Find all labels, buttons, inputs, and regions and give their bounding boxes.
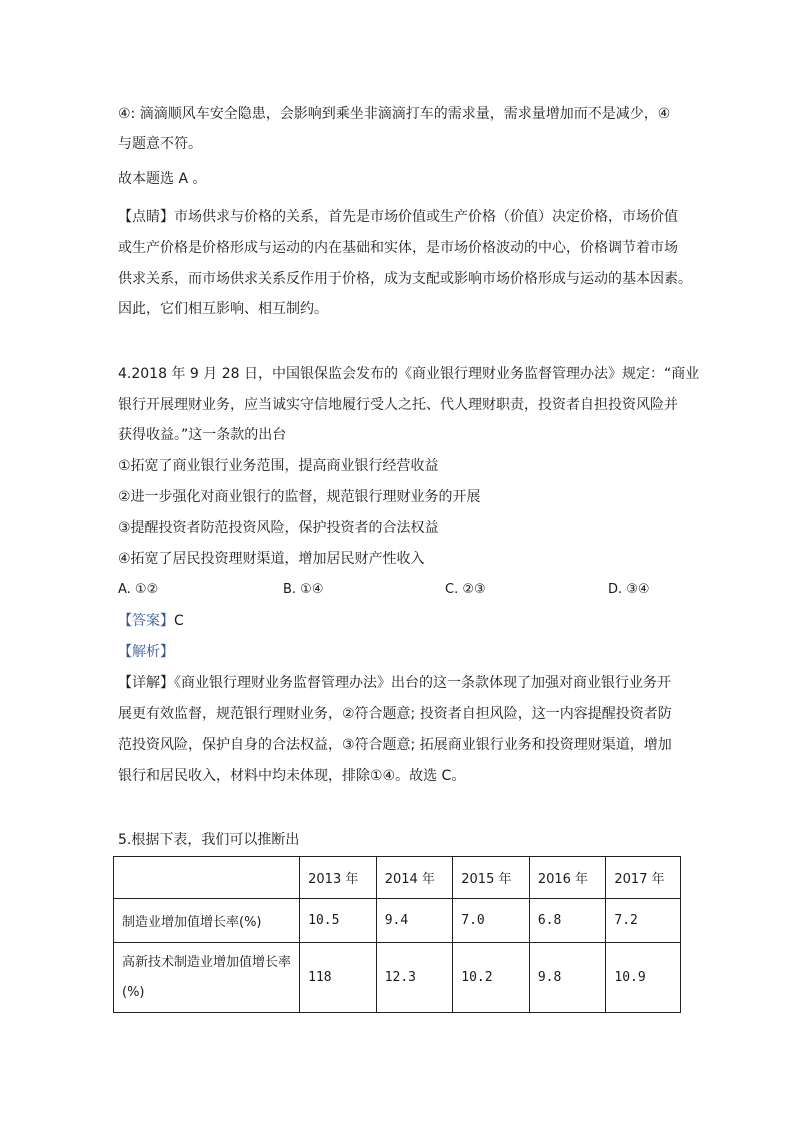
q4-detail-line3: 范投资风险，保护自身的合法权益，③符合题意; 拓展商业银行业务和投资理财渠道，增加	[118, 737, 672, 753]
header-cell-2016: 2016 年	[529, 857, 606, 899]
tip-label: 【点睛】	[118, 209, 174, 225]
table-cell: 10.5	[300, 899, 377, 943]
analysis-item-4-line2: 与题意不符。	[118, 136, 202, 152]
table-cell: 7.2	[606, 899, 681, 943]
answer-label: 【答案】	[118, 613, 174, 629]
table-row	[114, 899, 681, 943]
row-label-hightech-manufacturing: 高新技术制造业增加值增长率(%)	[114, 943, 300, 1013]
detail-label: 【详解】	[118, 675, 174, 691]
header-cell-2017: 2017 年	[606, 857, 681, 899]
q4-item-4: ④拓宽了居民投资理财渠道，增加居民财产性收入	[118, 551, 425, 567]
q4-item-2: ②进一步强化对商业银行的监督，规范银行理财业务的开展	[118, 489, 481, 505]
q4-detail-line1: 【详解】《商业银行理财业务监督管理办法》出台的这一条款体现了加强对商业银行业务开	[118, 675, 671, 691]
q4-option-a: A. ①②	[118, 582, 159, 597]
analysis-item-4-line1: ④: 滴滴顺风车安全隐患，会影响到乘坐非滴滴打车的需求量，需求量增加而不是减少，④	[118, 106, 671, 122]
table-header-row	[114, 857, 681, 899]
q4-option-d: D. ③④	[608, 582, 650, 597]
table-cell: 10.9	[606, 943, 681, 1013]
table-cell: 9.8	[529, 943, 606, 1013]
q4-option-c: C. ②③	[445, 582, 486, 597]
q4-stem-line1: 4.2018 年 9 月 28 日，中国银保监会发布的《商业银行理财业务监督管理办法》规定：“商业	[118, 366, 700, 382]
table-cell: 7.0	[453, 899, 530, 943]
conclusion-line: 故本题选 A 。	[118, 171, 207, 187]
q5-stem: 5.根据下表，我们可以推断出	[118, 832, 300, 848]
table-cell: 12.3	[376, 943, 453, 1013]
q4-stem-line2: 银行开展理财业务，应当诚实守信地履行受人之托、代人理财职责，投资者自担投资风险并	[118, 397, 678, 413]
q4-detail-line4: 银行和居民收入，材料中均未体现，排除①④。故选 C。	[118, 768, 466, 784]
q5-data-table	[113, 856, 681, 1013]
table-cell: 118	[300, 943, 377, 1013]
q4-option-b: B. ①④	[283, 582, 324, 597]
table-row	[114, 943, 681, 1013]
table-cell: 9.4	[376, 899, 453, 943]
answer-value: C	[174, 613, 184, 629]
table-cell: 10.2	[453, 943, 530, 1013]
header-cell-2014: 2014 年	[376, 857, 453, 899]
tip-line3: 供求关系，而市场供求关系反作用于价格，成为支配或影响市场价格形成与运动的基本因素。	[118, 271, 692, 287]
row-label-manufacturing: 制造业增加值增长率(%)	[114, 899, 300, 943]
tip-line1: 【点睛】市场供求与价格的关系，首先是市场价值或生产价格（价值）决定价格，市场价值	[118, 209, 678, 225]
header-cell-2015: 2015 年	[453, 857, 530, 899]
header-cell-2013: 2013 年	[300, 857, 377, 899]
header-cell-empty	[114, 857, 300, 899]
q4-item-3: ③提醒投资者防范投资风险，保护投资者的合法权益	[118, 520, 439, 536]
tip-line2: 或生产价格是价格形成与运动的内在基础和实体，是市场价格波动的中心，价格调节着市场	[118, 240, 678, 256]
q4-detail-line2: 展更有效监督，规范银行理财业务，②符合题意; 投资者自担风险，这一内容提醒投资者防	[118, 706, 672, 722]
table-cell: 6.8	[529, 899, 606, 943]
q4-stem-line3: 获得收益。”这一条款的出台	[118, 427, 287, 443]
q4-item-1: ①拓宽了商业银行业务范围，提高商业银行经营收益	[118, 458, 439, 474]
analysis-label: 【解析】	[118, 644, 174, 660]
tip-line4: 因此，它们相互影响、相互制约。	[118, 301, 328, 317]
q4-answer-line	[118, 611, 184, 631]
